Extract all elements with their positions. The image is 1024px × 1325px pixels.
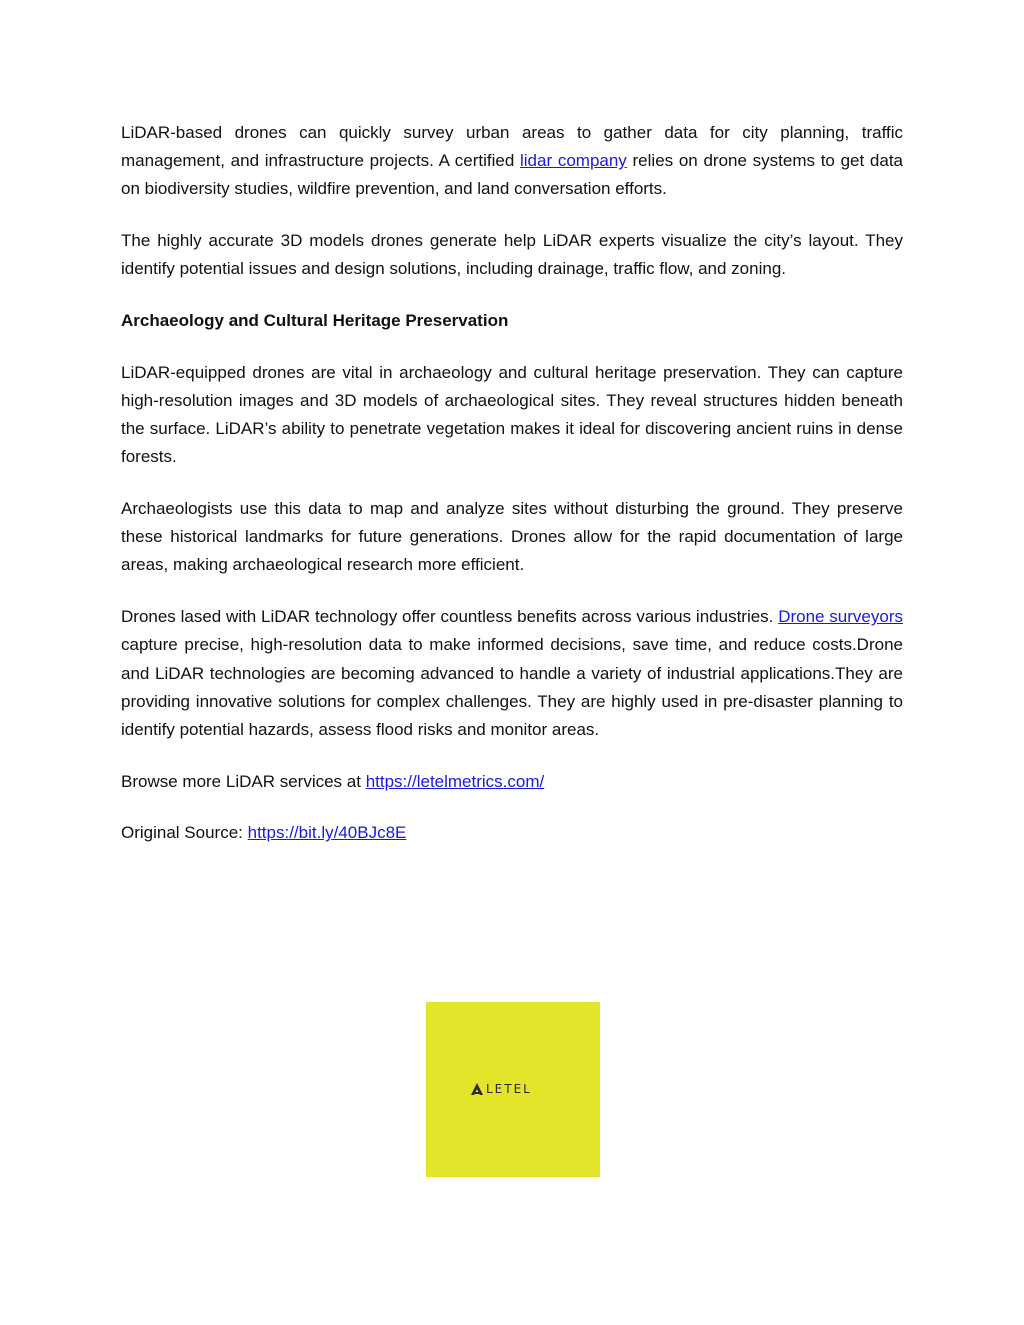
letelmetrics-link[interactable]: https://letelmetrics.com/	[365, 771, 545, 791]
paragraph-benefits	[121, 603, 903, 744]
section-heading: Archaeology and Cultural Heritage Preservation	[121, 311, 509, 331]
source-text: Original Source:	[121, 823, 248, 843]
letel-logo-icon	[470, 1082, 484, 1096]
browse-text: Browse more LiDAR services at	[121, 771, 366, 791]
paragraph-urban-survey	[121, 119, 903, 204]
letel-logo	[426, 1002, 600, 1177]
paragraph-text: capture precise, high-resolution data to make informed decisions, save time, and reduce costs.Drone and LiDAR technologies are becoming advanced to handle a variety of industrial applications.They are providing innovative solutions for complex challenges. They are highly used in pre-disaster planning to identify potential hazards, assess flood risks and monitor areas.	[121, 635, 903, 739]
logo-wordmark: LETEL	[486, 1082, 532, 1096]
paragraph-text: relies on drone systems to get data on biodiversity studies, wildfire prevention, and land conversation efforts.	[121, 151, 904, 199]
browse-line	[121, 768, 903, 796]
drone-surveyors-link[interactable]: Drone surveyors	[778, 607, 903, 627]
paragraph-text: LiDAR-based drones can quickly survey urban areas to gather data for city planning, traffic management, and infrastructure projects. A certified	[121, 123, 903, 171]
document-body	[121, 119, 903, 871]
lidar-company-link[interactable]: lidar company	[520, 151, 627, 171]
source-line	[121, 819, 903, 847]
paragraph-3d-models: The highly accurate 3D models drones generate help LiDAR experts visualize the city’s layout. They identify potential issues and design solutions, including drainage, traffic flow, and zoning.	[121, 231, 903, 279]
paragraph-text: Drones lased with LiDAR technology offer countless benefits across various industries.	[121, 607, 779, 627]
original-source-link[interactable]: https://bit.ly/40BJc8E	[247, 823, 407, 843]
paragraph-archaeologists: Archaeologists use this data to map and analyze sites without disturbing the ground. They preserve these historical landmarks for future generations. Drones allow for the rapid documentation of large areas, making archaeological research more efficient.	[121, 499, 903, 575]
paragraph-archaeology: LiDAR-equipped drones are vital in archaeology and cultural heritage preservation. They can capture high-resolution images and 3D models of archaeological sites. They reveal structures hidden beneath the surface. LiDAR’s ability to penetrate vegetation makes it ideal for discovering ancient ruins in dense forests.	[121, 362, 903, 467]
